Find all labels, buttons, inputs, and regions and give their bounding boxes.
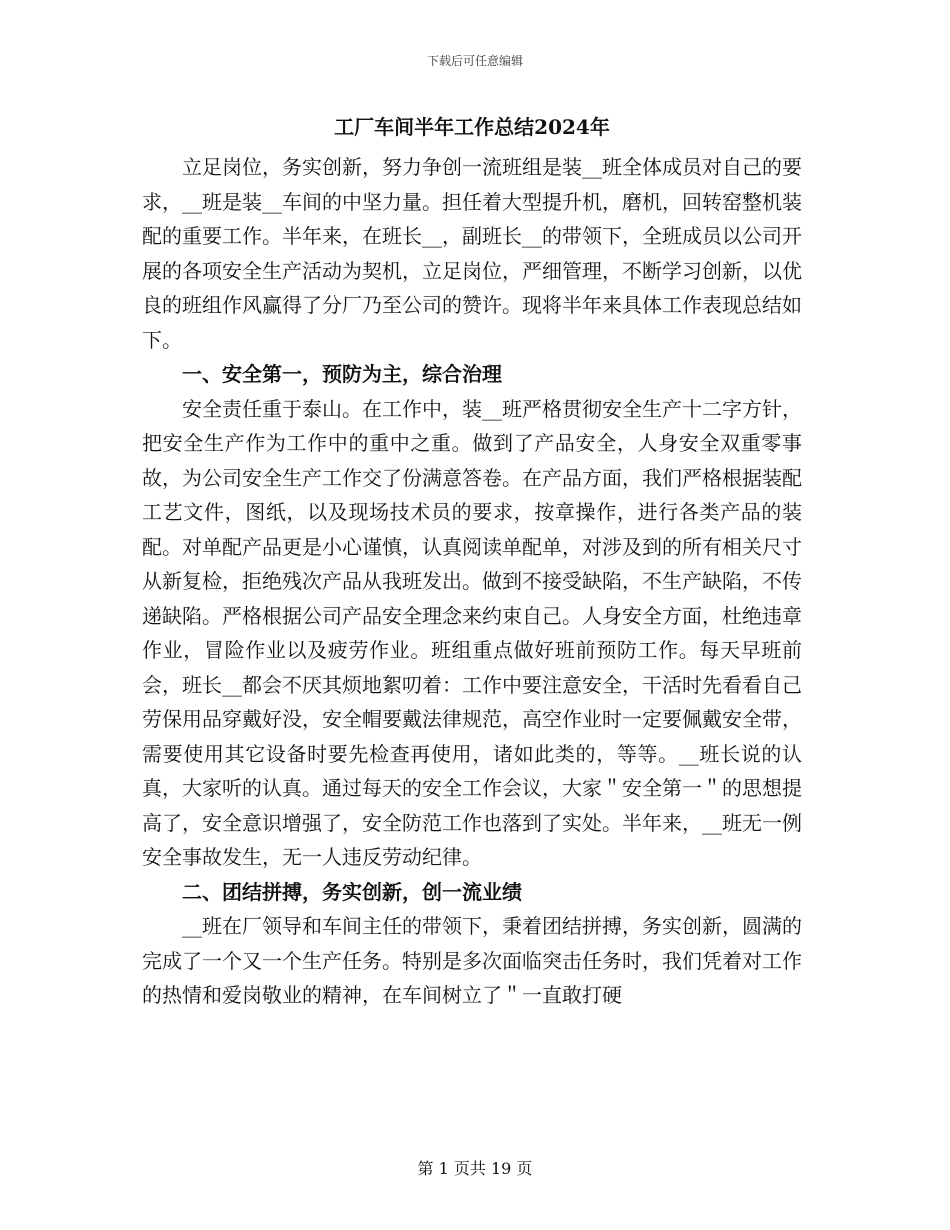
page-header-note: 下载后可任意编辑 [426, 54, 523, 68]
paragraph-intro: 立足岗位，务实创新，努力争创一流班组是装__班全体成员对自己的要求，__班是装__车间的中坚力量。担任着大型提升机，磨机，回转窑整机装配的重要工作。半年来，在班长__，副班长__的带领下，全班成员以公司开展的各项安全生产活动为契机，立足岗位，严细管理，不断学习创新，以优良的班组作风赢得了分厂乃至公司的赞许。现将半年来具体工作表现总结如下。 [142, 155, 802, 352]
document-body [142, 112, 802, 1013]
page-footer-page-number: 第 1 页共 19 页 [417, 1159, 533, 1178]
document-title: 工厂车间半年工作总结2024年 [334, 115, 610, 139]
section-heading-safety: 一、安全第一，预防为主，综合治理 [182, 362, 502, 386]
section-heading-teamwork: 二、团结拼搏，务实创新，创一流业绩 [182, 879, 522, 904]
paragraph-safety: 安全责任重于泰山。在工作中，装__班严格贯彻安全生产十二字方针，把安全生产作为工作中的重中之重。做到了产品安全，人身安全双重零事故，为公司安全生产工作交了份满意答卷。在产品方面，我们严格根据装配工艺文件，图纸，以及现场技术员的要求，按章操作，进行各类产品的装配。对单配产品更是小心谨慎，认真阅读单配单，对涉及到的所有相关尺寸从新复检，拒绝残次产品从我班发出。做到不接受缺陷，不生产缺陷，不传递缺陷。严格根据公司产品安全理念来约束自己。人身安全方面，杜绝违章作业，冒险作业以及疲劳作业。班组重点做好班前预防工作。每天早班前会，班长__都会不厌其烦地絮叨着：工作中要注意安全，干活时先看看自己劳保用品穿戴好没，安全帽要戴法律规范，高空作业时一定要佩戴安全带，需要使用其它设备时要先检查再使用，诸如此类的，等等。__班长说的认真，大家听的认真。通过每天的安全工作会议，大家＂安全第一＂的思想提高了，安全意识增强了，安全防范工作也落到了实处。半年来，__班无一例安全事故发生，无一人违反劳动纪律。 [142, 396, 802, 869]
paragraph-teamwork: __班在厂领导和车间主任的带领下，秉着团结拼搏，务实创新，圆满的完成了一个又一个生产任务。特别是多次面临突击任务时，我们凭着对工作的热情和爱岗敬业的精神，在车间树立了＂一直敢打硬 [142, 914, 802, 1007]
